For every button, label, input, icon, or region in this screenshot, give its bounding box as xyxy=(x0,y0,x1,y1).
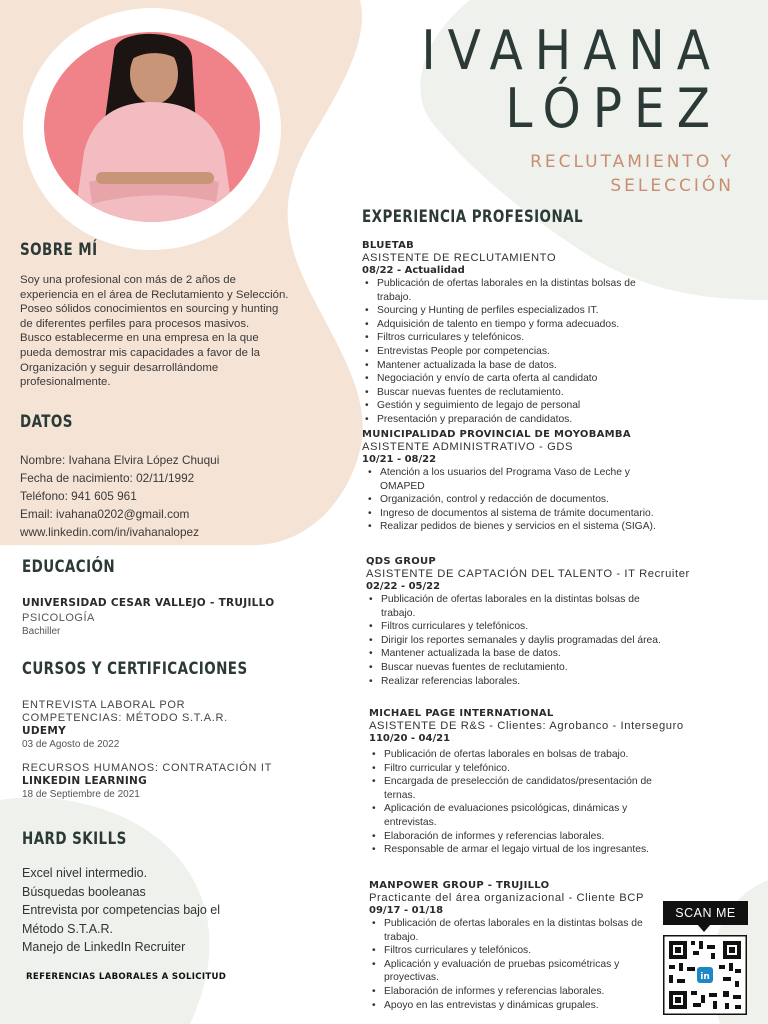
job-entry xyxy=(362,240,692,427)
contact-details xyxy=(20,451,219,541)
contact-email[interactable]: Email: ivahana0202@gmail.com xyxy=(20,507,190,521)
skill-item: Método S.T.A.R. xyxy=(22,921,114,936)
duty-item: • Realizar referencias laborales. xyxy=(368,675,668,689)
duty-item: • Publicación de ofertas laborales en bolsas de trabajo. xyxy=(371,748,666,762)
duty-item: • Aplicación y evaluación de pruebas psicométricas y proyectivas. xyxy=(371,958,661,985)
profile-photo xyxy=(44,32,260,222)
job-role: ASISTENTE DE RECLUTAMIENTO xyxy=(362,252,557,264)
duty-item: • Negociación y envío de carta oferta al candidato xyxy=(364,372,664,386)
job-dates: 10/21 - 08/22 xyxy=(362,454,437,465)
candidate-name xyxy=(421,19,722,140)
duty-item: • Buscar nuevas fuentes de reclutamiento. xyxy=(364,386,664,400)
job-company: MUNICIPALIDAD PROVINCIAL DE MOYOBAMBA xyxy=(362,429,631,440)
duty-item: • Publicación de ofertas laborales en la distintas bolsas de trabajo. xyxy=(371,917,661,944)
course-date: 03 de Agosto de 2022 xyxy=(22,739,120,750)
job-dates: 09/17 - 01/18 xyxy=(369,905,444,916)
about-heading: SOBRE MÍ xyxy=(20,240,98,260)
education-degree: Bachiller xyxy=(22,626,61,637)
skill-item: Búsquedas booleanas xyxy=(22,884,146,899)
duty-item: • Organización, control y redacción de documentos. xyxy=(367,493,667,507)
education-heading: EDUCACIÓN xyxy=(22,557,116,577)
skills-heading: HARD SKILLS xyxy=(22,829,127,849)
duty-item: • Presentación y preparación de candidatos. xyxy=(364,413,664,427)
job-entry xyxy=(369,708,699,857)
course-date: 18 de Septiembre de 2021 xyxy=(22,789,140,800)
scan-me-label: SCAN ME xyxy=(663,901,748,925)
duty-item: • Elaboración de informes y referencias laborales. xyxy=(371,985,661,999)
duty-item: • Elaboración de informes y referencias laborales. xyxy=(371,830,666,844)
duty-item: • Sourcing y Hunting de perfiles especializados IT. xyxy=(364,304,664,318)
job-company: BLUETAB xyxy=(362,240,415,251)
job-duties xyxy=(367,466,667,534)
job-company: QDS GROUP xyxy=(366,556,437,567)
job-duties xyxy=(371,917,661,1012)
duty-item: • Buscar nuevas fuentes de reclutamiento. xyxy=(368,661,668,675)
duty-item: • Publicación de ofertas laborales en la distintas bolsas de trabajo. xyxy=(368,593,668,620)
duty-item: • Filtros curriculares y telefónicos. xyxy=(364,331,664,345)
qr-code[interactable] xyxy=(663,935,747,1015)
duty-item: • Atención a los usuarios del Programa Vaso de Leche y OMAPED xyxy=(367,466,667,493)
duty-item: • Filtros curriculares y telefónicos. xyxy=(371,944,661,958)
contact-name: Nombre: Ivahana Elvira López Chuqui xyxy=(20,453,220,467)
svg-text:in: in xyxy=(700,972,710,982)
job-dates: 02/22 - 05/22 xyxy=(366,581,441,592)
duty-item: • Apoyo en las entrevistas y dinámicas grupales. xyxy=(371,999,661,1013)
last-name: LÓPEZ xyxy=(505,77,722,140)
contact-phone[interactable]: Teléfono: 941 605 961 xyxy=(20,489,137,503)
skill-item: Excel nivel intermedio. xyxy=(22,866,148,880)
course-name-line-2: COMPETENCIAS: MÉTODO S.T.A.R. xyxy=(22,712,228,724)
job-company: MICHAEL PAGE INTERNATIONAL xyxy=(369,708,554,719)
first-name: IVAHANA xyxy=(421,19,722,82)
course-name-line-1: ENTREVISTA LABORAL POR xyxy=(22,699,186,711)
job-dates: 08/22 - Actualidad xyxy=(362,265,465,276)
duty-item: • Ingreso de documentos al sistema de trámite documentario. xyxy=(367,507,667,521)
job-role: ASISTENTE ADMINISTRATIVO - GDS xyxy=(362,441,574,453)
scan-me-pointer xyxy=(697,924,711,932)
title-line-1: RECLUTAMIENTO Y xyxy=(530,152,734,172)
job-duties xyxy=(371,748,666,857)
duty-item: • Gestión y seguimiento de legajo de personal xyxy=(364,399,664,413)
contact-birthdate: Fecha de nacimiento: 02/11/1992 xyxy=(20,471,195,485)
duty-item: • Mantener actualizada la base de datos. xyxy=(364,359,664,373)
education-school: UNIVERSIDAD CESAR VALLEJO - TRUJILLO xyxy=(22,597,275,609)
skills-list xyxy=(22,864,220,957)
title-line-2: SELECCIÓN xyxy=(610,176,734,196)
course-provider: UDEMY xyxy=(22,725,66,737)
candidate-title xyxy=(530,150,734,198)
education-career: PSICOLOGÍA xyxy=(22,612,95,624)
about-paragraph-2: Busco establecerme en una empresa en la que pueda demostrar mis capacidades a favor de la Organización y seguir desarrollándome profesionalmente. xyxy=(20,332,260,389)
job-role: ASISTENTE DE R&S - Clientes: Agrobanco - Interseguro xyxy=(369,720,684,732)
job-role: ASISTENTE DE CAPTACIÓN DEL TALENTO - IT Recruiter xyxy=(366,568,690,580)
job-dates: 110/20 - 04/21 xyxy=(369,733,451,744)
job-entry xyxy=(366,556,696,688)
job-company: MANPOWER GROUP - TRUJILLO xyxy=(369,880,550,891)
linkedin-icon xyxy=(697,967,713,983)
duty-item: • Realizar pedidos de bienes y servicios en el sistema (SIGA). xyxy=(367,520,667,534)
course-name-line-1: RECURSOS HUMANOS: CONTRATACIÓN IT xyxy=(22,762,273,774)
skill-item: Entrevista por competencias bajo el xyxy=(22,903,221,917)
course-item xyxy=(22,762,272,801)
datos-heading: DATOS xyxy=(20,412,73,432)
references-note: REFERENCIAS LABORALES A SOLICITUD xyxy=(26,972,227,982)
experience-heading: EXPERIENCIA PROFESIONAL xyxy=(362,207,584,227)
duty-item: • Entrevistas People por competencias. xyxy=(364,345,664,359)
job-role: Practicante del área organizacional - Cliente BCP xyxy=(369,892,645,904)
job-duties xyxy=(364,277,664,427)
job-duties xyxy=(368,593,668,688)
person-portrait-icon xyxy=(44,32,260,222)
duty-item: • Adquisición de talento en tiempo y forma adecuados. xyxy=(364,318,664,332)
duty-item: • Mantener actualizada la base de datos. xyxy=(368,647,668,661)
course-item xyxy=(22,699,228,751)
job-entry xyxy=(362,429,692,534)
duty-item: • Filtros curriculares y telefónicos. xyxy=(368,620,668,634)
duty-item: • Dirigir los reportes semanales y daylis programadas del área. xyxy=(368,634,668,648)
skill-item: Manejo de LinkedIn Recruiter xyxy=(22,940,186,954)
duty-item: • Publicación de ofertas laborales en la distintas bolsas de trabajo. xyxy=(364,277,664,304)
education-entry xyxy=(22,597,275,638)
about-paragraph-1: Soy una profesional con más de 2 años de experiencia en el área de Reclutamiento y Selección. Poseo sólidos conocimientos en sourcing y hunting de diferentes perfiles para procesos masivos. xyxy=(20,274,289,330)
duty-item: • Responsable de armar el legajo virtual de los ingresantes. xyxy=(371,843,666,857)
courses-heading: CURSOS Y CERTIFICACIONES xyxy=(22,659,248,679)
course-provider: LINKEDIN LEARNING xyxy=(22,775,148,787)
contact-linkedin-link[interactable]: www.linkedin.com/in/ivahanalopez xyxy=(20,525,200,539)
job-entry xyxy=(369,880,699,1012)
about-text xyxy=(20,273,292,390)
duty-item: • Encargada de preselección de candidatos/presentación de ternas. xyxy=(371,775,666,802)
duty-item: • Filtro curricular y telefónico. xyxy=(371,762,666,776)
duty-item: • Aplicación de evaluaciones psicológicas, dinámicas y entrevistas. xyxy=(371,802,666,829)
